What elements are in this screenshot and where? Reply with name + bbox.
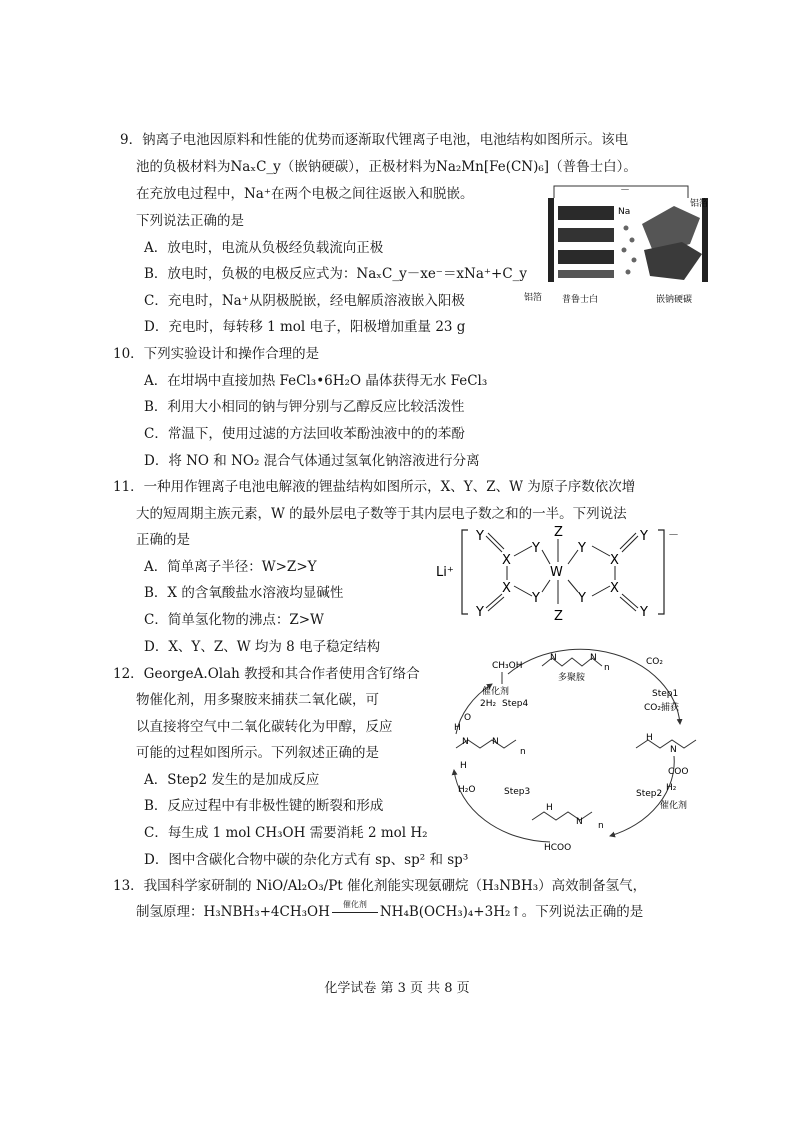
co2-label: CO₂ — [646, 657, 663, 667]
step4-label: Step4 — [502, 699, 529, 709]
q11-line1: 11．一种用作锂离子电池电解液的锂盐结构如图所示，X、Y、Z、W 为原子序数依次增 — [113, 479, 636, 495]
right-electrode-foil — [702, 198, 708, 282]
atom-x-left-top: X — [502, 553, 511, 568]
co2-capture-label: CO₂捕获 — [644, 703, 679, 713]
polyamine-label: 多聚胺 — [558, 673, 586, 683]
q12-option-c: C．每生成 1 mol CH₃OH 需要消耗 2 mol H₂ — [144, 825, 428, 841]
formyl-o: O — [464, 713, 472, 723]
atom-z-top: Z — [554, 525, 563, 540]
battery-minus-label: － — [620, 185, 630, 196]
step3-label: Step3 — [504, 787, 531, 797]
polyamine-chain-top: N — [550, 653, 557, 663]
q9-line1: 9．钠离子电池因原料和性能的优势而逐渐取代锂离子电池，电池结构如图所示。该电 — [120, 132, 629, 148]
al-foil-left-label: 铝箔 — [524, 293, 543, 303]
q10-stem: 10．下列实验设计和操作合理的是 — [113, 346, 320, 362]
atom-y-far-ul: Y — [476, 529, 484, 544]
atom-x-right-top: X — [610, 553, 619, 568]
formamide-h: H — [460, 761, 467, 771]
svg-text:n: n — [598, 821, 604, 831]
atom-x-right-bottom: X — [610, 581, 619, 596]
left-layer-4 — [558, 270, 614, 278]
svg-text:N: N — [590, 653, 597, 663]
q13-products: NH₄B(OCH₃)₄+3H₂↑。下列说法正确的是 — [379, 904, 644, 920]
left-layer-1 — [558, 206, 614, 220]
formyl-h: H — [454, 723, 461, 733]
q11-option-c: C．简单氢化物的沸点：Z>W — [144, 612, 324, 628]
coo-label: COO — [668, 767, 689, 777]
li-ion-label: Li⁺ — [436, 565, 454, 580]
atom-y-far-ll: Y — [476, 605, 484, 620]
left-layer-2 — [558, 228, 614, 242]
page-footer: 化学试卷 第 3 页 共 8 页 — [324, 981, 470, 996]
q13-catalyst-arrow — [330, 900, 380, 921]
carbamate-chain — [636, 740, 696, 748]
q13-reactants: 制氢原理：H₃NBH₃+4CH₃OH — [136, 904, 330, 920]
h2-label-right: H₂ — [666, 783, 677, 793]
q11-option-d: D．X、Y、Z、W 均为 8 电子稳定结构 — [144, 639, 381, 655]
q9-line3: 在充放电过程中，Na⁺在两个电极之间往返嵌入和脱嵌。 — [136, 186, 474, 202]
svg-text:N: N — [462, 737, 469, 747]
formate-chain — [532, 812, 592, 820]
svg-text:N: N — [492, 737, 499, 747]
hcoo-label: HCOO — [544, 843, 572, 853]
svg-text:N: N — [670, 745, 677, 755]
atom-y-ul: Y — [532, 541, 540, 556]
water-label: H₂O — [458, 785, 476, 795]
cycle-arrow-bottom — [454, 770, 550, 842]
q10-option-b: B．利用大小相同的钠与钾分别与乙醇反应比较活泼性 — [144, 399, 465, 415]
q9-option-a: A．放电时，电流从负极经负载流向正极 — [144, 240, 384, 256]
q9-stem: 下列说法正确的是 — [136, 213, 244, 229]
atom-y-far-lr: Y — [640, 605, 648, 620]
atom-y-lr: Y — [578, 591, 586, 606]
catalyst-label-right: 催化剂 — [660, 801, 688, 811]
na-label: Na — [618, 207, 631, 217]
step1-label: Step1 — [652, 689, 679, 699]
q11-option-b: B．X 的含氧酸盐水溶液均显碱性 — [144, 585, 344, 601]
q12-line1: 12．GeorgeA.Olah 教授和其合作者使用含钌络合 — [113, 666, 420, 682]
q9-option-d: D．充电时，每转移 1 mol 电子，阳极增加重量 23 g — [144, 319, 466, 335]
q12-option-a: A．Step2 发生的是加成反应 — [144, 772, 320, 788]
q11-option-a: A．简单离子半径：W>Z>Y — [144, 559, 317, 575]
svg-text:n: n — [520, 747, 526, 757]
svg-text:H: H — [646, 733, 653, 743]
atom-y-far-ur: Y — [640, 529, 648, 544]
q10-option-c: C．常温下，使用过滤的方法回收苯酚浊液中的的苯酚 — [144, 426, 465, 442]
svg-text:H: H — [546, 803, 553, 813]
h2-label-left: 2H₂ — [480, 699, 497, 709]
svg-text:N: N — [576, 817, 583, 827]
q12-option-b: B．反应过程中有非极性键的断裂和形成 — [144, 798, 384, 814]
atom-y-ll: Y — [532, 591, 540, 606]
reaction-cycle-diagram — [440, 644, 702, 866]
q11-line3: 正确的是 — [136, 532, 190, 548]
anion-charge: － — [668, 528, 679, 541]
left-electrode-foil — [548, 198, 554, 282]
al-foil-right-label: 铝箔 — [690, 199, 709, 209]
left-layer-3 — [558, 250, 614, 264]
lithium-salt-structure — [432, 522, 682, 622]
q13-line2 — [136, 900, 644, 921]
svg-text:n: n — [604, 663, 610, 673]
q9-option-c: C．充电时，Na⁺从阴极脱嵌，经电解质溶液嵌入阳极 — [144, 293, 465, 309]
q10-option-d: D．将 NO 和 NO₂ 混合气体通过氢氧化钠溶液进行分离 — [144, 453, 480, 469]
step2-label: Step2 — [636, 789, 663, 799]
atom-w: W — [550, 565, 563, 580]
battery-diagram — [524, 184, 724, 314]
q11-line2: 大的短周期主族元素，W 的最外层电子数等于其内层电子数之和的一半。下列说法 — [136, 506, 627, 522]
hard-carbon-label: 嵌钠硬碳 — [656, 295, 693, 305]
atom-z-bottom: Z — [554, 609, 563, 622]
q9-line2: 池的负极材料为NaₓC_y（嵌钠硬碳），正极材料为Na₂Mn[Fe(CN)₆]（普鲁士白）。 — [136, 159, 637, 175]
q12-line2: 物催化剂，用多聚胺来捕获二氧化碳，可 — [136, 692, 379, 708]
catalyst-label-left: 催化剂 — [482, 687, 510, 697]
q13-catalyst-label: 催化剂 — [342, 900, 367, 909]
q12-line3: 以直接将空气中二氧化碳转化为甲醇，反应 — [136, 719, 393, 735]
q12-option-d: D．图中含碳化合物中碳的杂化方式有 sp、sp² 和 sp³ — [144, 852, 469, 868]
q13-line1: 13．我国科学家研制的 NiO/Al₂O₃/Pt 催化剂能实现氨硼烷（H₃NBH₃）高效制备氢气， — [113, 878, 647, 894]
q10-option-a: A．在坩埚中直接加热 FeCl₃•6H₂O 晶体获得无水 FeCl₃ — [144, 373, 488, 389]
q12-line4: 可能的过程如图所示。下列叙述正确的是 — [136, 745, 379, 761]
atom-x-left-bottom: X — [502, 581, 511, 596]
prussian-white-label: 普鲁士白 — [562, 295, 599, 305]
atom-y-ur: Y — [578, 541, 586, 556]
methanol-label: CH₃OH — [492, 661, 523, 671]
q9-option-b: B．放电时，负极的电极反应式为：NaₓC_y－xe⁻＝xNa⁺+C_y — [144, 266, 528, 282]
